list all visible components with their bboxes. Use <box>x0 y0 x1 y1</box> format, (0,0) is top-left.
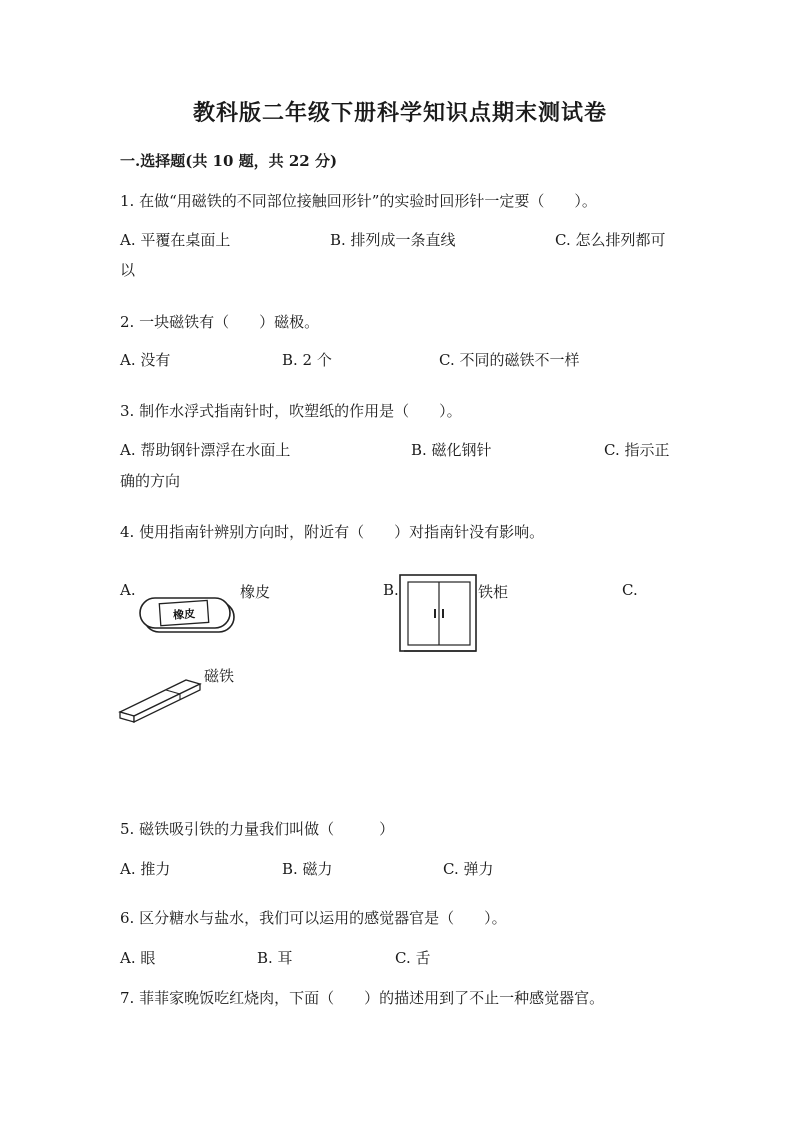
question-2-option-b: B. 2 个 <box>282 351 332 369</box>
question-5-option-a: A. 推力 <box>120 860 171 878</box>
question-1-option-b: B. 排列成一条直线 <box>330 231 456 249</box>
question-4-option-c-letter: C. <box>622 581 638 599</box>
question-1-stem: 1. 在做“用磁铁的不同部位接触回形针”的实验时回形针一定要（ ）。 <box>120 192 597 210</box>
question-6-option-b: B. 耳 <box>257 949 293 967</box>
question-1-option-c-wrap: 以 <box>120 261 136 279</box>
question-4-option-b-letter: B. <box>383 581 399 599</box>
eraser-image <box>138 592 238 640</box>
question-1-option-a: A. 平覆在桌面上 <box>120 231 231 249</box>
page-title: 教科版二年级下册科学知识点期末测试卷 <box>192 100 607 126</box>
question-2-option-c: C. 不同的磁铁不一样 <box>439 351 580 369</box>
question-6-option-a: A. 眼 <box>120 949 156 967</box>
question-2-option-a: A. 没有 <box>120 351 171 369</box>
question-4-option-a-letter: A. <box>120 581 136 599</box>
magnet-bar-image <box>118 672 204 724</box>
question-3-option-c-wrap: 确的方向 <box>120 472 181 490</box>
question-3-option-b: B. 磁化钢针 <box>411 441 492 459</box>
question-3-stem: 3. 制作水浮式指南针时，吹塑纸的作用是（ ）。 <box>120 402 462 420</box>
question-2-stem: 2. 一块磁铁有（ ）磁极。 <box>120 313 320 331</box>
section-heading: 一.选择题(共 10 题，共 22 分) <box>120 152 338 170</box>
question-5-option-c: C. 弹力 <box>443 860 494 878</box>
eraser-label: 橡皮 <box>172 607 196 622</box>
question-4-stem: 4. 使用指南针辨别方向时，附近有（ ）对指南针没有影响。 <box>120 523 545 541</box>
question-3-option-c: C. 指示正 <box>604 441 670 459</box>
question-4-option-b-label: 铁柜 <box>478 583 509 601</box>
question-3-option-a: A. 帮助钢针漂浮在水面上 <box>120 441 291 459</box>
question-4-option-c-label: 磁铁 <box>204 667 235 685</box>
question-5-stem: 5. 磁铁吸引铁的力量我们叫做（ ） <box>120 820 395 838</box>
question-5-option-b: B. 磁力 <box>282 860 333 878</box>
question-4-option-a-label: 橡皮 <box>240 583 271 601</box>
iron-cabinet-image <box>398 573 480 655</box>
question-1-option-c: C. 怎么排列都可 <box>555 231 666 249</box>
question-6-stem: 6. 区分糖水与盐水，我们可以运用的感觉器官是（ ）。 <box>120 909 507 927</box>
question-7-stem: 7. 菲菲家晚饭吃红烧肉，下面（ ）的描述用到了不止一种感觉器官。 <box>120 989 605 1007</box>
question-6-option-c: C. 舌 <box>395 949 431 967</box>
